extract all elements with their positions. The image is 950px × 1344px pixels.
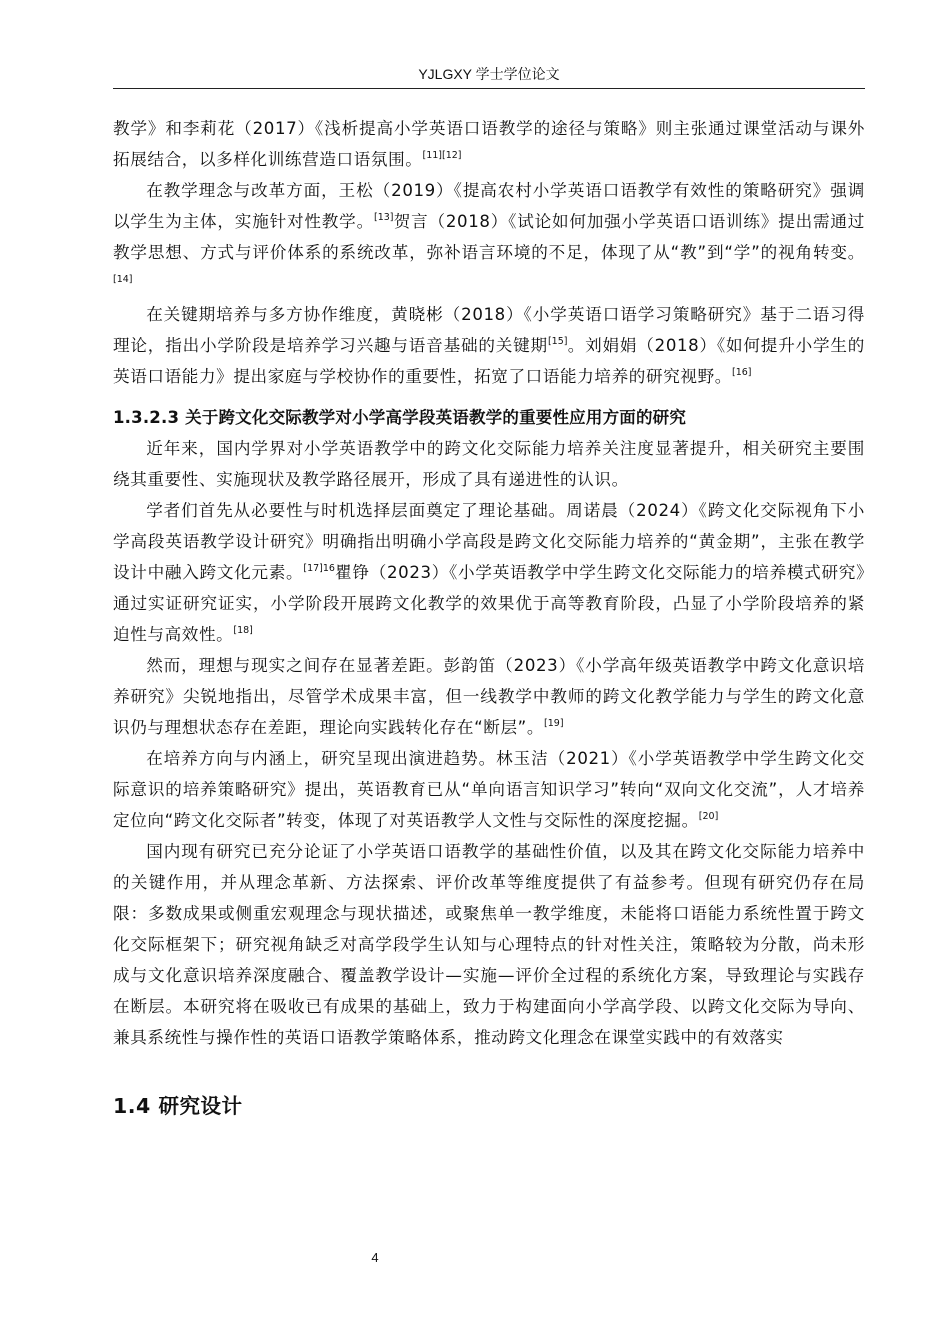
paragraph-text: 。刘娟娟（2018）《如何提升小学生的英语口语能力》提出家庭与学校协作的重要性，拓宽了口语能力培养的研究视野。 [113,336,865,386]
citation: [19] [544,718,564,729]
paragraph [113,299,865,392]
subsection-heading: 1.3.2.3 关于跨文化交际教学对小学高学段英语教学的重要性应用方面的研究 [113,408,687,427]
citation: [17]16 [303,563,335,574]
citation: [14] [113,274,133,285]
paragraph-text: 瞿铮（2023）《小学英语教学中学生跨文化交际能力的培养模式研究》通过实证研究证实，小学阶段开展跨文化教学的效果优于高等教育阶段，凸显了小学阶段培养的紧迫性与高效性。 [113,563,865,644]
paragraph-text: 在教学理念与改革方面，王松（2019）《提高农村小学英语口语教学有效性的策略研究》强调以学生为主体，实施针对性教学。 [113,181,865,231]
paragraph-text: 在关键期培养与多方协作维度，黄晓彬（2018）《小学英语口语学习策略研究》基于二语习得理论，指出小学阶段是培养学习兴趣与语音基础的关键期 [113,305,865,355]
paragraph [113,113,865,175]
paragraph [113,495,865,650]
running-header: YJLGXY 学士学位论文 [418,66,560,82]
citation: [11][12] [422,150,462,161]
citation: [20] [698,811,719,822]
paragraph-text: 教学》和李莉花（2017）《浅析提高小学英语口语教学的途径与策略》则主张通过课堂活动与课外拓展结合，以多样化训练营造口语氛围。 [113,119,865,169]
section-heading: 1.4 研究设计 [113,1094,243,1118]
paragraph [113,433,865,495]
paragraph-text: 国内现有研究已充分论证了小学英语口语教学的基础性价值，以及其在跨文化交际能力培养中的关键作用，并从理念革新、方法探索、评价改革等维度提供了有益参考。但现有研究仍存在局限：多数成果或侧重宏观理念与现状描述，或聚焦单一教学维度，未能将口语能力系统性置于跨文化交际框架下；研究视角缺乏对高学段学生认知与心理特点的针对性关注，策略较为分散，尚未形成与文化意识培养深度融合、覆盖教学设计—实施—评价全过程的系统化方案，导致理论与实践存在断层。本研究将在吸收已有成果的基础上，致力于构建面向小学高学段、以跨文化交际为导向、兼具系统性与操作性的英语口语教学策略体系，推动跨文化理念在课堂实践中的有效落实 [113,842,865,1047]
header-rule [113,88,865,89]
citation: [13] [373,212,394,223]
paragraph-text: 在培养方向与内涵上，研究呈现出演进趋势。林玉洁（2021）《小学英语教学中学生跨文化交际意识的培养策略研究》提出，英语教育已从“单向语言知识学习”转向“双向文化交流”，人才培养定位向“跨文化交际者”转变，体现了对英语教学人文性与交际性的深度挖掘。 [113,749,865,830]
citation: [15] [547,336,568,347]
page-number: 4 [371,1250,379,1265]
paragraph [113,175,865,299]
paragraph-text: 近年来，国内学界对小学英语教学中的跨文化交际能力培养关注度显著提升，相关研究主要围绕其重要性、实施现状及教学路径展开，形成了具有递进性的认识。 [113,439,865,489]
paragraph [113,836,865,1053]
citation: [16] [731,367,752,378]
paragraph [113,650,865,743]
paragraph-text: 贺言（2018）《试论如何加强小学英语口语训练》提出需通过教学思想、方式与评价体系的系统改革，弥补语言环境的不足，体现了从“教”到“学”的视角转变。 [113,212,866,262]
paragraph [113,743,865,836]
body-content [113,113,865,1121]
citation: [18] [233,625,253,636]
paragraph-text: 学者们首先从必要性与时机选择层面奠定了理论基础。周诺晨（2024）《跨文化交际视角下小学高段英语教学设计研究》明确指出明确小学高段是跨文化交际能力培养的“黄金期”，主张在教学设计中融入跨文化元素。 [113,501,865,582]
paragraph-text: 然而，理想与现实之间存在显著差距。彭韵笛（2023）《小学高年级英语教学中跨文化意识培养研究》尖锐地指出，尽管学术成果丰富，但一线教学中教师的跨文化教学能力与学生的跨文化意识仍与理想状态存在差距，理论向实践转化存在“断层”。 [113,656,865,737]
